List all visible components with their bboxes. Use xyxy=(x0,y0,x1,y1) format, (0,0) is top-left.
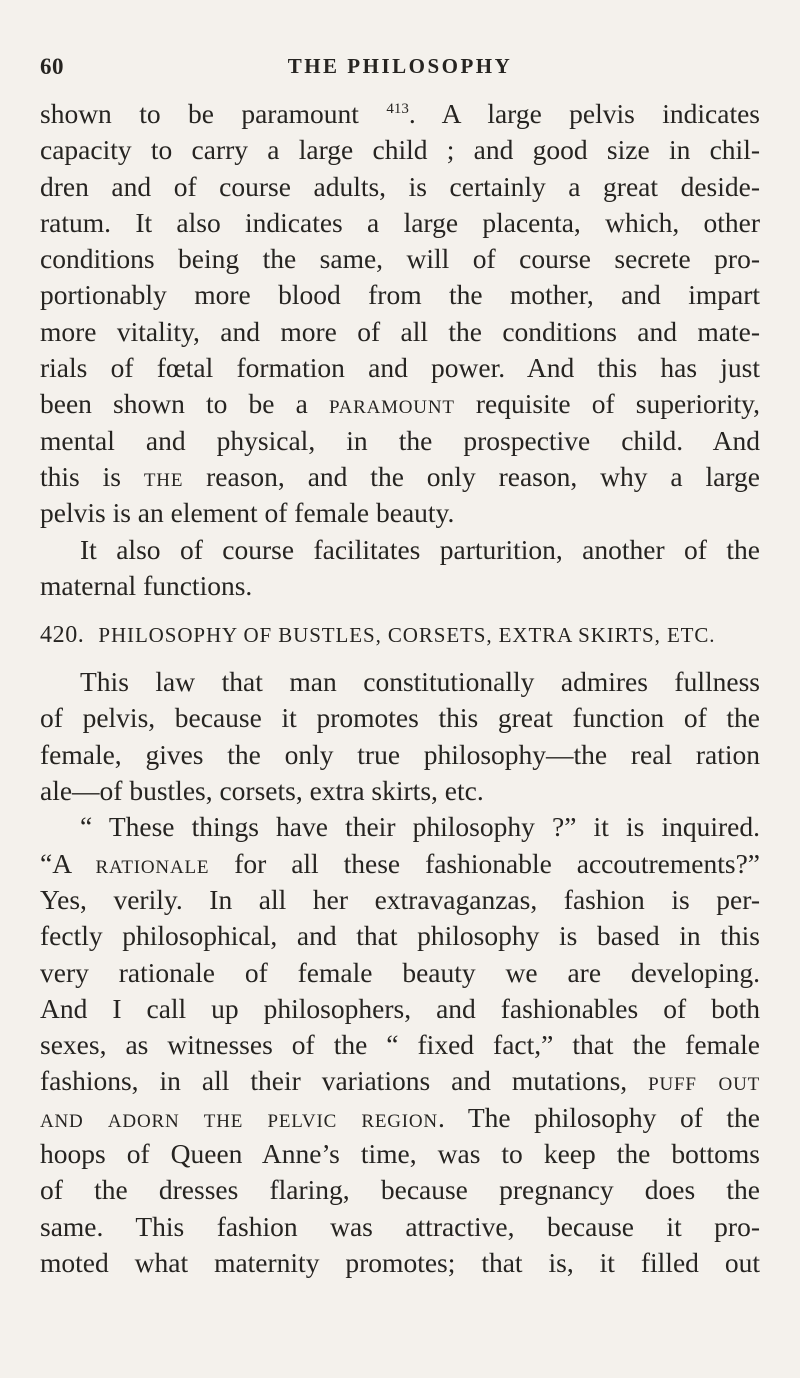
text-line: conditions being the same, will of course secrete pro- xyxy=(40,243,760,275)
section-number: 420. xyxy=(40,622,85,649)
text-line: It also of course facilitates parturition, another of the xyxy=(80,533,760,565)
text-line: and adorn the pelvic region. The philosophy of the xyxy=(40,1101,760,1133)
paragraph-law-fullness xyxy=(40,664,760,809)
text-line: ale—of bustles, corsets, extra skirts, etc. xyxy=(40,775,484,807)
paragraph-pelvis-indicates xyxy=(40,96,760,532)
running-title: THE PHILOSOPHY xyxy=(287,54,513,78)
text-line: portionably more blood from the mother, and impart xyxy=(40,279,760,311)
text-line: this is the reason, and the only reason, why a large xyxy=(40,460,760,492)
text-line: And I call up philosophers, and fashionables of both xyxy=(40,992,760,1024)
text-line: ratum. It also indicates a large placenta, which, other xyxy=(40,206,760,238)
text-line: of the dresses flaring, because pregnancy does the xyxy=(40,1174,760,1206)
section-title: PHILOSOPHY OF BUSTLES, CORSETS, EXTRA SKIRTS, ETC. xyxy=(98,623,716,648)
text-line: female, gives the only true philosophy—the real ration xyxy=(40,738,760,770)
text-line: more vitality, and more of all the conditions and mate- xyxy=(40,315,760,347)
text-line: “ These things have their philosophy ?” it is inquired. xyxy=(80,811,760,843)
text-line: very rationale of female beauty we are developing. xyxy=(40,956,760,988)
text-line: Yes, verily. In all her extravaganzas, fashion is per- xyxy=(40,883,760,915)
text-line: same. This fashion was attractive, because it pro- xyxy=(40,1210,760,1242)
text-line: fectly philosophical, and that philosophy is based in this xyxy=(40,920,760,952)
text-line: mental and physical, in the prospective child. And xyxy=(40,424,760,456)
text-line: moted what maternity promotes; that is, it filled out xyxy=(40,1246,760,1278)
text-line: dren and of course adults, is certainly a great deside- xyxy=(40,170,760,202)
page-header xyxy=(40,54,760,84)
body-text xyxy=(40,96,760,1281)
text-line: fashions, in all their variations and mutations, puff out xyxy=(40,1065,761,1097)
paragraph-parturition xyxy=(40,532,760,605)
text-line: pelvis is an element of female beauty. xyxy=(40,497,455,529)
page-number: 60 xyxy=(40,54,64,79)
text-line: sexes, as witnesses of the “ fixed fact,” that the female xyxy=(40,1029,760,1061)
text-line: capacity to carry a large child ; and good size in chil- xyxy=(40,134,760,166)
text-line: of pelvis, because it promotes this great function of the xyxy=(40,702,760,734)
section-heading xyxy=(40,606,760,664)
text-line: hoops of Queen Anne’s time, was to keep the bottoms xyxy=(40,1138,760,1170)
text-line: rials of fœtal formation and power. And this has just xyxy=(40,352,760,384)
paragraph-fashion-philosophy xyxy=(40,809,760,1281)
text-line: been shown to be a paramount requisite of superiority, xyxy=(40,388,760,420)
text-line: maternal functions. xyxy=(40,569,253,601)
text-line: shown to be paramount $^{413}$. A large pelvis indicates xyxy=(40,98,760,129)
text-line: “A rationale for all these fashionable accoutrements?” xyxy=(40,847,760,879)
text-line: This law that man constitutionally admires fullness xyxy=(80,666,760,698)
